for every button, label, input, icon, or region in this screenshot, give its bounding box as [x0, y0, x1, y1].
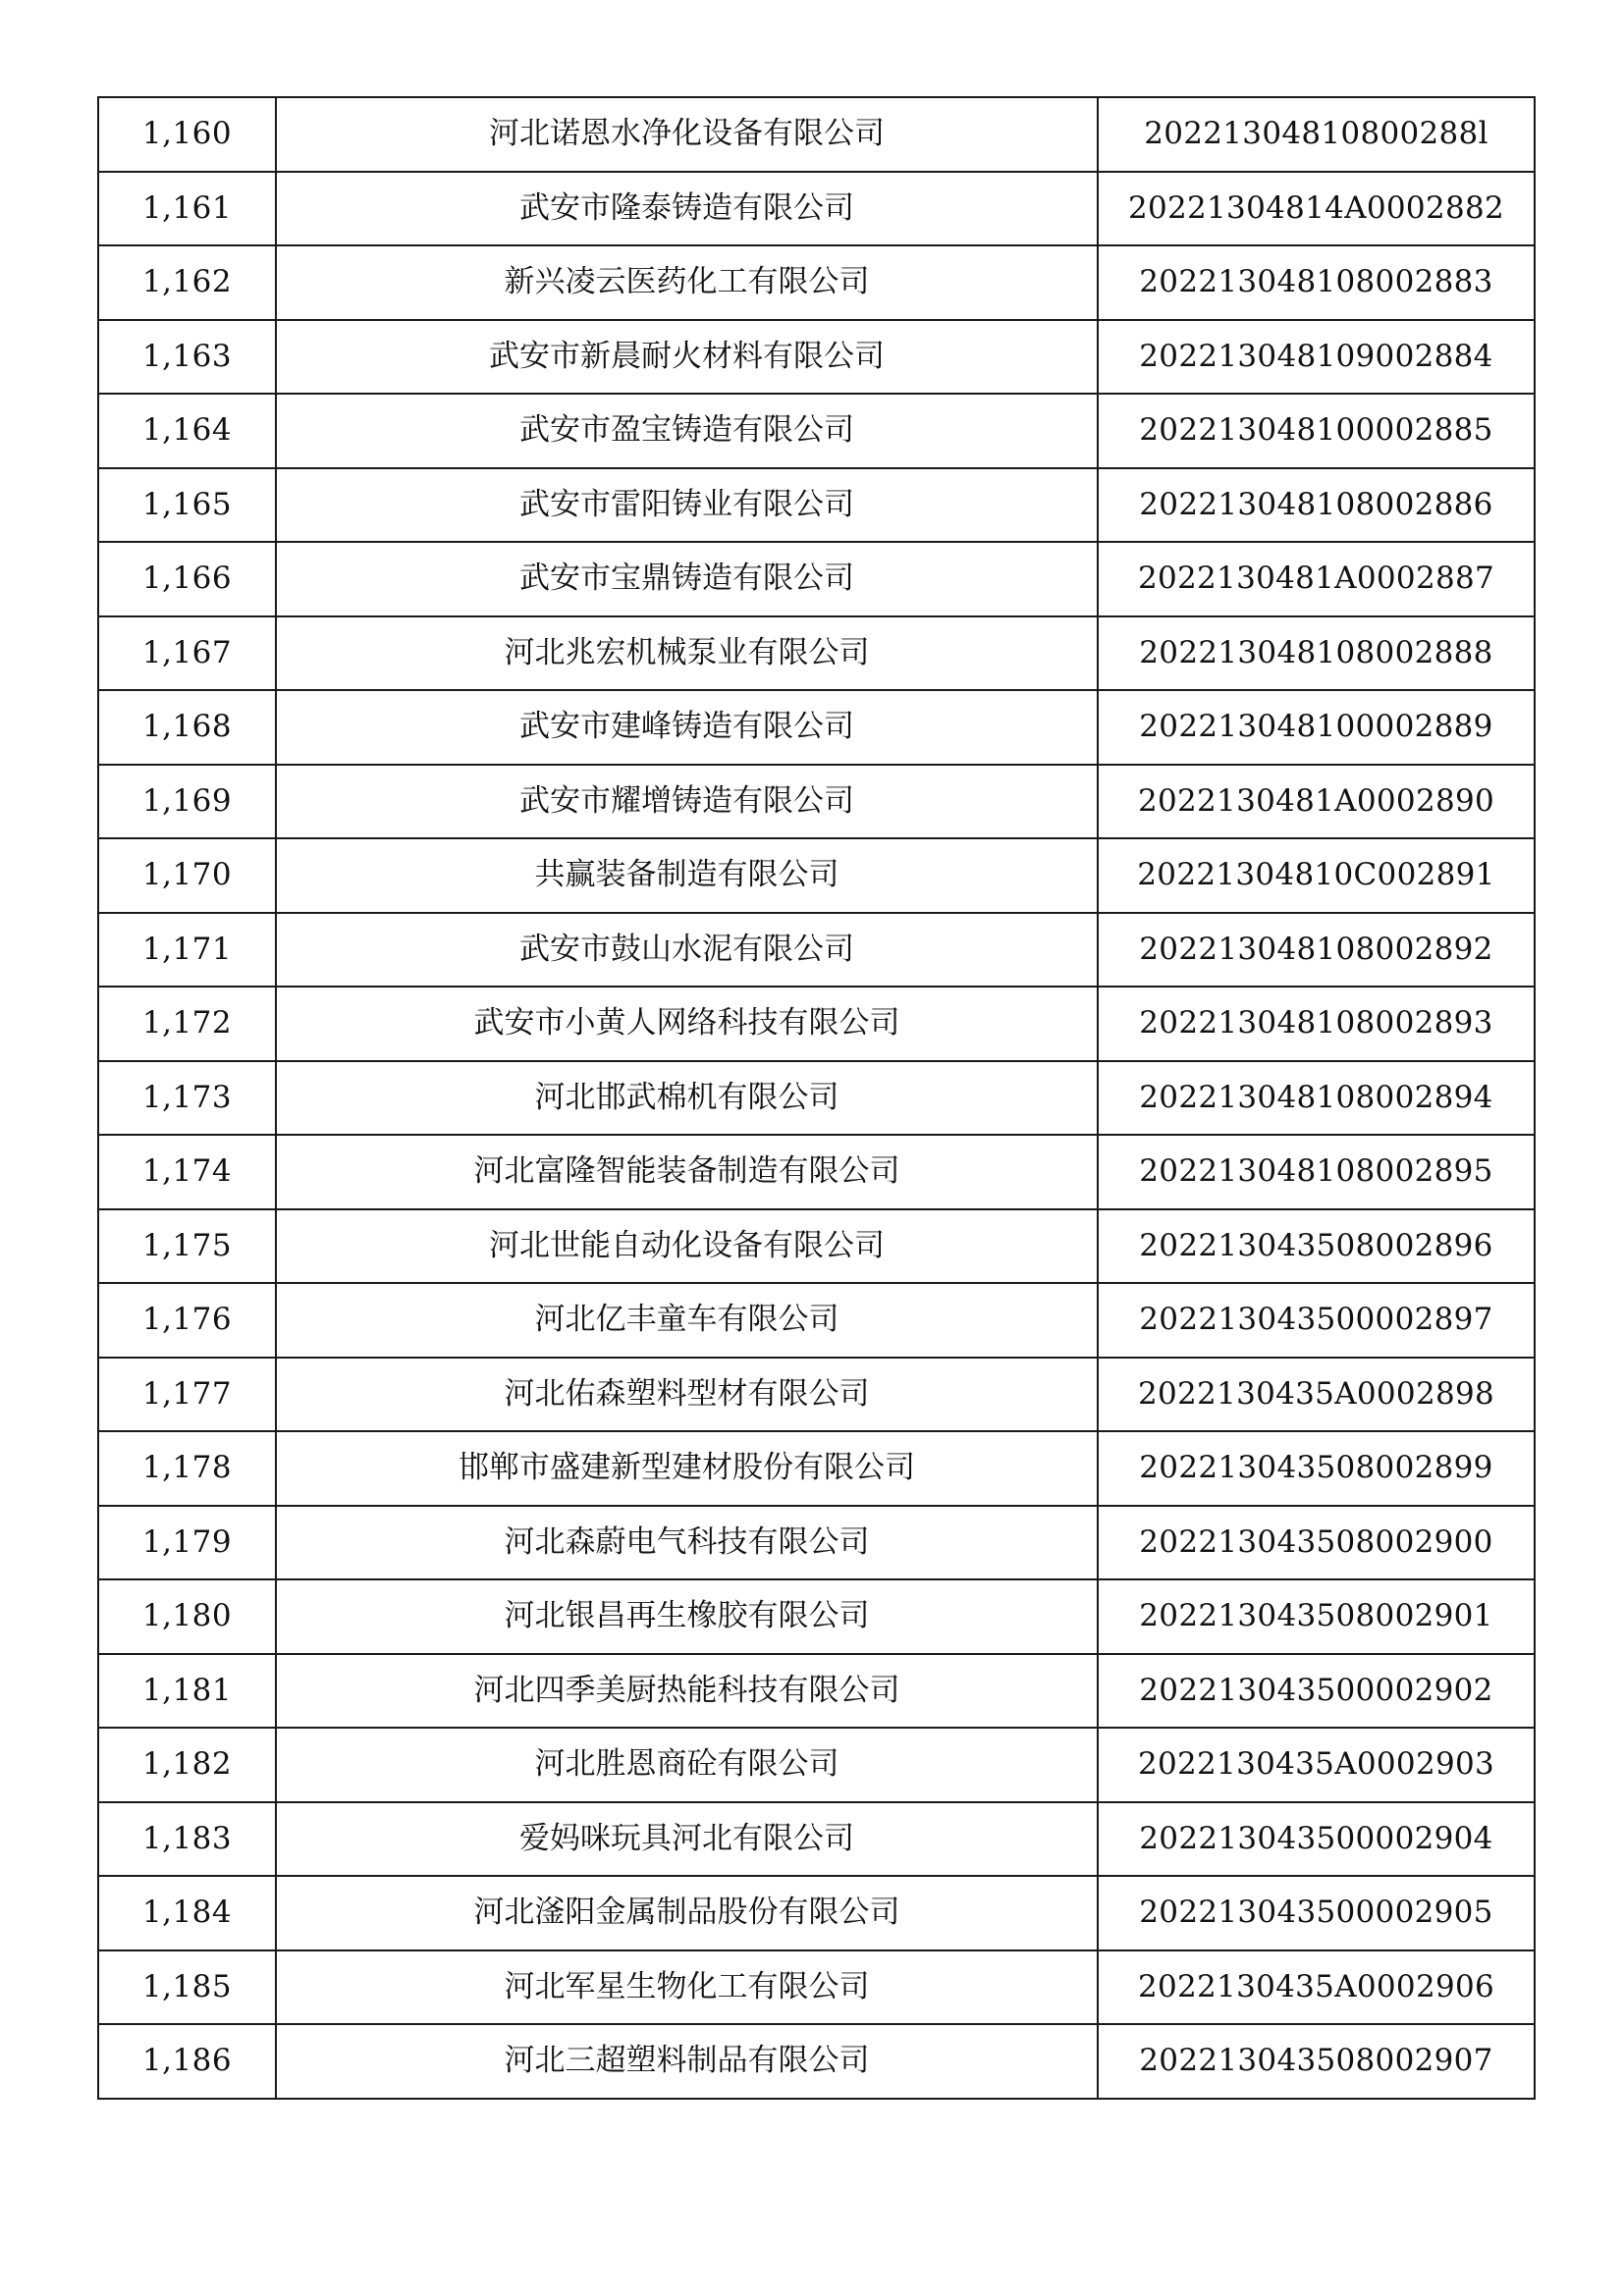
row-number-cell: 1,180	[98, 1579, 276, 1654]
row-number-cell: 1,184	[98, 1876, 276, 1950]
row-number-cell: 1,181	[98, 1654, 276, 1729]
table-row	[98, 1506, 1535, 1580]
table-row	[98, 97, 1535, 172]
row-number-cell: 1,167	[98, 616, 276, 691]
registration-code-cell: 20221304814A0002882	[1098, 172, 1535, 246]
company-list-table	[97, 96, 1536, 2100]
registration-code-cell: 202213048108002894	[1098, 1061, 1535, 1136]
table-row	[98, 987, 1535, 1061]
registration-code-cell: 202213048108002893	[1098, 987, 1535, 1061]
table-row	[98, 765, 1535, 839]
table-row	[98, 838, 1535, 913]
company-name-cell: 共赢装备制造有限公司	[276, 838, 1098, 913]
row-number-cell: 1,166	[98, 542, 276, 616]
row-number-cell: 1,178	[98, 1431, 276, 1506]
registration-code-cell: 202213048108002886	[1098, 468, 1535, 543]
row-number-cell: 1,179	[98, 1506, 276, 1580]
table-row	[98, 2024, 1535, 2099]
company-name-cell: 河北滏阳金属制品股份有限公司	[276, 1876, 1098, 1950]
company-name-cell: 武安市隆泰铸造有限公司	[276, 172, 1098, 246]
company-name-cell: 河北胜恩商砼有限公司	[276, 1728, 1098, 1802]
registration-code-cell: 20221304810C002891	[1098, 838, 1535, 913]
company-name-cell: 新兴凌云医药化工有限公司	[276, 245, 1098, 320]
table-row	[98, 468, 1535, 543]
company-name-cell: 武安市鼓山水泥有限公司	[276, 913, 1098, 988]
company-name-cell: 河北诺恩水净化设备有限公司	[276, 97, 1098, 172]
registration-code-cell: 2022130435A0002903	[1098, 1728, 1535, 1802]
row-number-cell: 1,164	[98, 394, 276, 468]
table-row	[98, 690, 1535, 765]
table-row	[98, 616, 1535, 691]
row-number-cell: 1,165	[98, 468, 276, 543]
company-name-cell: 河北佑森塑料型材有限公司	[276, 1358, 1098, 1432]
table-row	[98, 320, 1535, 395]
company-name-cell: 河北森蔚电气科技有限公司	[276, 1506, 1098, 1580]
registration-code-cell: 202213043508002900	[1098, 1506, 1535, 1580]
table-row	[98, 1728, 1535, 1802]
company-name-cell: 邯郸市盛建新型建材股份有限公司	[276, 1431, 1098, 1506]
row-number-cell: 1,186	[98, 2024, 276, 2099]
registration-code-cell: 202213043508002901	[1098, 1579, 1535, 1654]
table-row	[98, 542, 1535, 616]
company-name-cell: 武安市宝鼎铸造有限公司	[276, 542, 1098, 616]
row-number-cell: 1,177	[98, 1358, 276, 1432]
row-number-cell: 1,175	[98, 1209, 276, 1284]
registration-code-cell: 202213043508002907	[1098, 2024, 1535, 2099]
table-row	[98, 1209, 1535, 1284]
table-row	[98, 913, 1535, 988]
table-body	[98, 97, 1535, 2099]
table-row	[98, 245, 1535, 320]
company-name-cell: 河北军星生物化工有限公司	[276, 1950, 1098, 2025]
row-number-cell: 1,170	[98, 838, 276, 913]
row-number-cell: 1,160	[98, 97, 276, 172]
row-number-cell: 1,162	[98, 245, 276, 320]
table-row	[98, 1876, 1535, 1950]
company-name-cell: 武安市新晨耐火材料有限公司	[276, 320, 1098, 395]
company-name-cell: 武安市小黄人网络科技有限公司	[276, 987, 1098, 1061]
company-name-cell: 爱妈咪玩具河北有限公司	[276, 1802, 1098, 1877]
registration-code-cell: 202213048108002892	[1098, 913, 1535, 988]
registration-code-cell: 2022130435A0002906	[1098, 1950, 1535, 2025]
table-row	[98, 172, 1535, 246]
registration-code-cell: 202213043500002897	[1098, 1283, 1535, 1358]
registration-code-cell: 202213043500002905	[1098, 1876, 1535, 1950]
row-number-cell: 1,171	[98, 913, 276, 988]
table-row	[98, 394, 1535, 468]
table-row	[98, 1061, 1535, 1136]
row-number-cell: 1,172	[98, 987, 276, 1061]
row-number-cell: 1,168	[98, 690, 276, 765]
row-number-cell: 1,169	[98, 765, 276, 839]
company-name-cell: 河北邯武棉机有限公司	[276, 1061, 1098, 1136]
registration-code-cell: 2022130481A0002887	[1098, 542, 1535, 616]
company-name-cell: 武安市耀增铸造有限公司	[276, 765, 1098, 839]
table-row	[98, 1802, 1535, 1877]
table-row	[98, 1579, 1535, 1654]
row-number-cell: 1,161	[98, 172, 276, 246]
registration-code-cell: 202213048108002888	[1098, 616, 1535, 691]
company-name-cell: 武安市雷阳铸业有限公司	[276, 468, 1098, 543]
registration-code-cell: 202213043508002899	[1098, 1431, 1535, 1506]
company-name-cell: 武安市盈宝铸造有限公司	[276, 394, 1098, 468]
table-row	[98, 1654, 1535, 1729]
registration-code-cell: 202213043500002902	[1098, 1654, 1535, 1729]
registration-code-cell: 20221304810800288l	[1098, 97, 1535, 172]
company-name-cell: 河北银昌再生橡胶有限公司	[276, 1579, 1098, 1654]
row-number-cell: 1,163	[98, 320, 276, 395]
registration-code-cell: 202213048100002885	[1098, 394, 1535, 468]
registration-code-cell: 202213048100002889	[1098, 690, 1535, 765]
registration-code-cell: 202213043508002896	[1098, 1209, 1535, 1284]
row-number-cell: 1,173	[98, 1061, 276, 1136]
registration-code-cell: 202213048109002884	[1098, 320, 1535, 395]
registration-code-cell: 2022130435A0002898	[1098, 1358, 1535, 1432]
company-name-cell: 河北世能自动化设备有限公司	[276, 1209, 1098, 1284]
row-number-cell: 1,183	[98, 1802, 276, 1877]
row-number-cell: 1,182	[98, 1728, 276, 1802]
table-row	[98, 1431, 1535, 1506]
row-number-cell: 1,174	[98, 1135, 276, 1209]
table-row	[98, 1135, 1535, 1209]
company-name-cell: 河北四季美厨热能科技有限公司	[276, 1654, 1098, 1729]
company-name-cell: 武安市建峰铸造有限公司	[276, 690, 1098, 765]
row-number-cell: 1,185	[98, 1950, 276, 2025]
row-number-cell: 1,176	[98, 1283, 276, 1358]
company-name-cell: 河北三超塑料制品有限公司	[276, 2024, 1098, 2099]
table-row	[98, 1950, 1535, 2025]
registration-code-cell: 202213048108002883	[1098, 245, 1535, 320]
company-name-cell: 河北兆宏机械泵业有限公司	[276, 616, 1098, 691]
table-row	[98, 1358, 1535, 1432]
company-name-cell: 河北富隆智能装备制造有限公司	[276, 1135, 1098, 1209]
registration-code-cell: 202213043500002904	[1098, 1802, 1535, 1877]
registration-code-cell: 202213048108002895	[1098, 1135, 1535, 1209]
table-row	[98, 1283, 1535, 1358]
company-name-cell: 河北亿丰童车有限公司	[276, 1283, 1098, 1358]
registration-code-cell: 2022130481A0002890	[1098, 765, 1535, 839]
